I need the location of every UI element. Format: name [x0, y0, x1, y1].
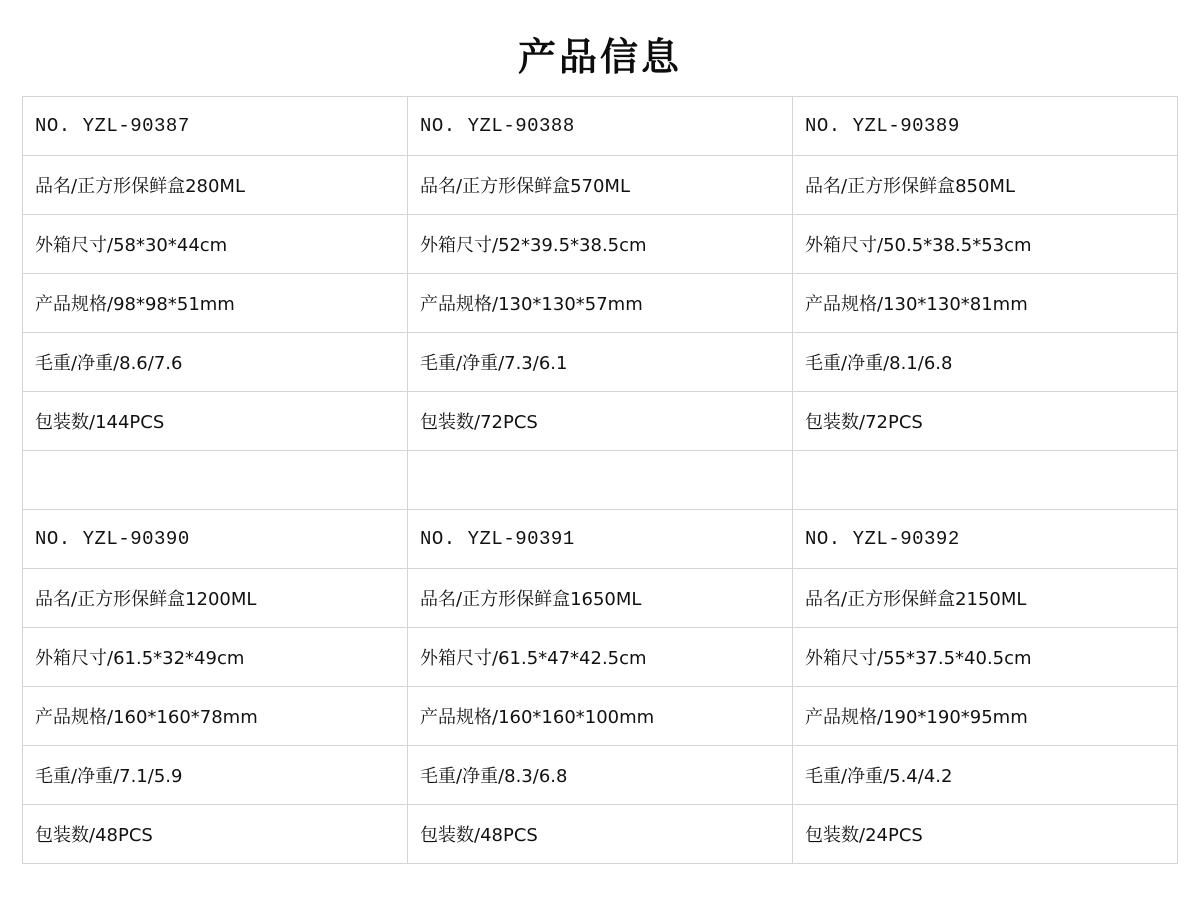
carton-size: 外箱尺寸/52*39.5*38.5cm — [408, 215, 793, 274]
gross-net-weight: 毛重/净重/7.3/6.1 — [408, 333, 793, 392]
gross-net-weight: 毛重/净重/8.3/6.8 — [408, 746, 793, 805]
package-quantity: 包装数/72PCS — [408, 392, 793, 451]
gross-net-weight: 毛重/净重/8.6/7.6 — [23, 333, 408, 392]
spacer-cell — [23, 451, 408, 510]
product-no: NO. YZL-90390 — [23, 510, 408, 569]
table-row — [23, 392, 1178, 451]
product-spec: 产品规格/160*160*100mm — [408, 687, 793, 746]
product-name: 品名/正方形保鲜盒1650ML — [408, 569, 793, 628]
table-row — [23, 628, 1178, 687]
table-row — [23, 274, 1178, 333]
carton-size: 外箱尺寸/55*37.5*40.5cm — [793, 628, 1178, 687]
package-quantity: 包装数/48PCS — [23, 805, 408, 864]
product-no: NO. YZL-90392 — [793, 510, 1178, 569]
product-name: 品名/正方形保鲜盒280ML — [23, 156, 408, 215]
page-title: 产品信息 — [517, 35, 682, 79]
product-spec-table-wrapper — [22, 96, 1178, 864]
product-spec: 产品规格/98*98*51mm — [23, 274, 408, 333]
carton-size: 外箱尺寸/61.5*32*49cm — [23, 628, 408, 687]
product-name: 品名/正方形保鲜盒850ML — [793, 156, 1178, 215]
table-row — [23, 510, 1178, 569]
table-spacer-row — [23, 451, 1178, 510]
gross-net-weight: 毛重/净重/5.4/4.2 — [793, 746, 1178, 805]
carton-size: 外箱尺寸/50.5*38.5*53cm — [793, 215, 1178, 274]
table-row — [23, 333, 1178, 392]
product-spec: 产品规格/160*160*78mm — [23, 687, 408, 746]
package-quantity: 包装数/72PCS — [793, 392, 1178, 451]
product-no: NO. YZL-90389 — [793, 97, 1178, 156]
carton-size: 外箱尺寸/58*30*44cm — [23, 215, 408, 274]
table-row — [23, 805, 1178, 864]
spacer-cell — [408, 451, 793, 510]
product-name: 品名/正方形保鲜盒1200ML — [23, 569, 408, 628]
product-name: 品名/正方形保鲜盒570ML — [408, 156, 793, 215]
product-no: NO. YZL-90387 — [23, 97, 408, 156]
package-quantity: 包装数/24PCS — [793, 805, 1178, 864]
product-spec: 产品规格/190*190*95mm — [793, 687, 1178, 746]
carton-size: 外箱尺寸/61.5*47*42.5cm — [408, 628, 793, 687]
spacer-cell — [793, 451, 1178, 510]
table-row — [23, 687, 1178, 746]
product-spec: 产品规格/130*130*81mm — [793, 274, 1178, 333]
product-no: NO. YZL-90391 — [408, 510, 793, 569]
product-no: NO. YZL-90388 — [408, 97, 793, 156]
table-row — [23, 97, 1178, 156]
table-row — [23, 156, 1178, 215]
gross-net-weight: 毛重/净重/7.1/5.9 — [23, 746, 408, 805]
table-row — [23, 215, 1178, 274]
package-quantity: 包装数/48PCS — [408, 805, 793, 864]
product-name: 品名/正方形保鲜盒2150ML — [793, 569, 1178, 628]
table-row — [23, 746, 1178, 805]
product-spec: 产品规格/130*130*57mm — [408, 274, 793, 333]
table-row — [23, 569, 1178, 628]
product-spec-table — [22, 96, 1178, 864]
package-quantity: 包装数/144PCS — [23, 392, 408, 451]
gross-net-weight: 毛重/净重/8.1/6.8 — [793, 333, 1178, 392]
